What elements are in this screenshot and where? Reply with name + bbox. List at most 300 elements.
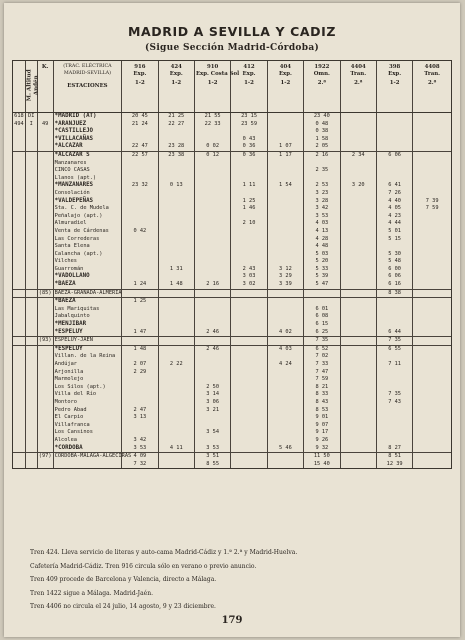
km-cell: [37, 220, 53, 228]
time-cell: [231, 167, 267, 175]
time-cell: [267, 121, 303, 129]
time-cell: 2 47: [122, 407, 158, 415]
time-cell: 3 39: [267, 281, 303, 289]
station-name: Marmolejo: [53, 376, 122, 384]
time-cell: [340, 306, 376, 314]
time-cell: 7 39: [413, 198, 452, 206]
time-cell: 4 09: [122, 453, 158, 461]
table-row: [13, 376, 452, 384]
time-cell: 6 15: [304, 321, 340, 329]
time-cell: 21 24: [122, 121, 158, 129]
time-cell: [376, 376, 412, 384]
platform-cell: [25, 376, 37, 384]
time-cell: 7 59: [413, 205, 452, 213]
table-row: [13, 313, 452, 321]
station-name: Manzanares: [53, 160, 122, 168]
time-cell: [340, 213, 376, 221]
time-cell: [231, 369, 267, 377]
time-cell: 6 08: [304, 313, 340, 321]
time-cell: [340, 243, 376, 251]
time-cell: [231, 461, 267, 469]
station-name: *ESPELUY: [53, 329, 122, 337]
platform-cell: [25, 213, 37, 221]
train-header: 4404 Tran. 2.ª: [340, 61, 376, 113]
altitude-cell: [13, 313, 26, 321]
km-cell: [37, 281, 53, 289]
platform-cell: [25, 175, 37, 183]
station-name: Andújar: [53, 361, 122, 369]
time-cell: [231, 128, 267, 136]
km-cell: [37, 175, 53, 183]
table-row: [13, 361, 452, 369]
table-row: [13, 128, 452, 136]
altitude-cell: [13, 243, 26, 251]
time-cell: [122, 306, 158, 314]
time-cell: [158, 258, 194, 266]
altitude-cell: [13, 151, 26, 159]
time-cell: 3 54: [194, 429, 230, 437]
time-cell: [122, 384, 158, 392]
km-cell: [37, 306, 53, 314]
km-cell: [37, 345, 53, 353]
altitude-cell: [13, 461, 26, 469]
time-cell: [194, 369, 230, 377]
time-cell: [122, 136, 158, 144]
time-cell: [122, 313, 158, 321]
time-cell: [267, 369, 303, 377]
time-cell: 22 47: [122, 143, 158, 151]
km-cell: 49: [37, 121, 53, 129]
time-cell: [194, 313, 230, 321]
platform-cell: [25, 437, 37, 445]
time-cell: 4 05: [376, 205, 412, 213]
time-cell: [340, 384, 376, 392]
time-cell: [194, 175, 230, 183]
time-cell: 1 25: [122, 298, 158, 306]
platform-cell: [25, 190, 37, 198]
time-cell: [376, 175, 412, 183]
time-cell: 6 55: [376, 345, 412, 353]
time-cell: [122, 213, 158, 221]
table-row: [13, 337, 452, 346]
time-cell: [413, 136, 452, 144]
platform-cell: [25, 243, 37, 251]
time-cell: [158, 160, 194, 168]
time-cell: 22 27: [158, 121, 194, 129]
time-cell: [340, 337, 376, 346]
time-cell: [158, 321, 194, 329]
platform-cell: [25, 198, 37, 206]
altitude-cell: [13, 298, 26, 306]
station-name: Guarromán: [53, 266, 122, 274]
time-cell: [413, 128, 452, 136]
time-cell: 3 21: [194, 407, 230, 415]
time-cell: 4 03: [267, 345, 303, 353]
time-cell: [376, 298, 412, 306]
altitude-cell: [13, 128, 26, 136]
time-cell: 5 30: [376, 251, 412, 259]
time-cell: 1 46: [231, 205, 267, 213]
time-cell: [340, 160, 376, 168]
time-cell: 7 35: [376, 337, 412, 346]
time-cell: [158, 251, 194, 259]
table-row: [13, 228, 452, 236]
station-name: Montoro: [53, 399, 122, 407]
time-cell: 2 46: [194, 329, 230, 337]
time-cell: [122, 258, 158, 266]
station-name: Villafranca: [53, 422, 122, 430]
time-cell: 5 47: [304, 281, 340, 289]
time-cell: 4 03: [304, 220, 340, 228]
table-row: [13, 453, 452, 461]
station-name: CINCO CASAS: [53, 167, 122, 175]
table-row: [13, 160, 452, 168]
time-cell: [122, 399, 158, 407]
time-cell: 0 02: [194, 143, 230, 151]
time-cell: [267, 306, 303, 314]
time-cell: 7 26: [376, 190, 412, 198]
time-cell: 3 23: [304, 190, 340, 198]
platform-cell: [25, 313, 37, 321]
station-name: *ALCAZAR: [53, 143, 122, 151]
time-cell: [413, 376, 452, 384]
station-name: *VILLACAÑAS: [53, 136, 122, 144]
time-cell: [231, 190, 267, 198]
page-number: 179: [221, 615, 243, 626]
time-cell: [340, 113, 376, 121]
train-header: 404 Exp. 1-2: [267, 61, 303, 113]
station-name: Las Correderas: [53, 236, 122, 244]
time-cell: [376, 121, 412, 129]
time-cell: [231, 361, 267, 369]
platform-header: Andén: [25, 61, 37, 113]
time-cell: [231, 321, 267, 329]
time-cell: [267, 414, 303, 422]
time-cell: 15 40: [304, 461, 340, 469]
km-cell: [37, 167, 53, 175]
time-cell: [413, 361, 452, 369]
table-row: [13, 121, 452, 129]
time-cell: [340, 445, 376, 453]
time-cell: [340, 281, 376, 289]
altitude-cell: [13, 407, 26, 415]
platform-cell: [25, 273, 37, 281]
altitude-cell: [13, 258, 26, 266]
time-cell: [158, 167, 194, 175]
time-cell: 3 28: [304, 198, 340, 206]
time-cell: [158, 453, 194, 461]
altitude-cell: [13, 453, 26, 461]
time-cell: 23 38: [158, 151, 194, 159]
table-row: [13, 329, 452, 337]
time-cell: [194, 243, 230, 251]
time-cell: [413, 121, 452, 129]
time-cell: [267, 190, 303, 198]
time-cell: 3 51: [194, 453, 230, 461]
time-cell: [158, 353, 194, 361]
platform-cell: [25, 136, 37, 144]
time-cell: [194, 298, 230, 306]
time-cell: [194, 251, 230, 259]
altitude-cell: [13, 198, 26, 206]
station-name: [53, 461, 122, 469]
km-cell: [37, 369, 53, 377]
time-cell: [413, 453, 452, 461]
time-cell: [340, 298, 376, 306]
table-row: [13, 422, 452, 430]
time-cell: [413, 236, 452, 244]
station-name: Las Mariquitas: [53, 306, 122, 314]
platform-cell: [25, 289, 37, 298]
altitude-cell: [13, 160, 26, 168]
altitude-cell: [13, 445, 26, 453]
km-cell: [37, 313, 53, 321]
time-cell: 1 31: [158, 266, 194, 274]
time-cell: [413, 143, 452, 151]
table-row: [13, 190, 452, 198]
timetable-page: [4, 3, 460, 637]
time-cell: 6 01: [304, 306, 340, 314]
time-cell: [158, 437, 194, 445]
time-cell: [413, 182, 452, 190]
km-cell: [37, 266, 53, 274]
time-cell: [267, 213, 303, 221]
time-cell: [122, 429, 158, 437]
time-cell: [231, 329, 267, 337]
time-cell: 8 55: [194, 461, 230, 469]
time-cell: 21 55: [194, 113, 230, 121]
station-name: Almuradiel: [53, 220, 122, 228]
time-cell: [267, 228, 303, 236]
time-cell: [413, 313, 452, 321]
time-cell: 4 11: [158, 445, 194, 453]
time-cell: [340, 190, 376, 198]
time-cell: [122, 220, 158, 228]
time-cell: 6 52: [304, 345, 340, 353]
time-cell: 3 06: [194, 399, 230, 407]
time-cell: [231, 384, 267, 392]
time-cell: [194, 128, 230, 136]
time-cell: 3 53: [304, 213, 340, 221]
altitude-cell: [13, 289, 26, 298]
station-name: *MANZANARES: [53, 182, 122, 190]
time-cell: [122, 167, 158, 175]
platform-cell: [25, 306, 37, 314]
table-row: [13, 243, 452, 251]
time-cell: [122, 205, 158, 213]
table-row: [13, 399, 452, 407]
time-cell: [231, 160, 267, 168]
station-name: Vilches: [53, 258, 122, 266]
km-cell: [37, 461, 53, 469]
time-cell: [413, 281, 452, 289]
time-cell: [122, 243, 158, 251]
platform-cell: [25, 422, 37, 430]
train-header: 4408 Tran. 2.ª: [413, 61, 452, 113]
time-cell: 3 14: [194, 391, 230, 399]
station-name: *ALCAZAR S: [53, 151, 122, 159]
time-cell: 8 53: [304, 407, 340, 415]
time-cell: 5 01: [376, 228, 412, 236]
platform-cell: [25, 407, 37, 415]
time-cell: [231, 429, 267, 437]
time-cell: 7 43: [376, 399, 412, 407]
station-name: Jabalquinto: [53, 313, 122, 321]
time-cell: [158, 273, 194, 281]
platform-cell: [25, 361, 37, 369]
altitude-cell: [13, 337, 26, 346]
time-cell: [267, 429, 303, 437]
time-cell: [158, 376, 194, 384]
time-cell: [158, 369, 194, 377]
station-name: Pedro Abad: [53, 407, 122, 415]
station-name: *ESPELUY: [53, 345, 122, 353]
station-name: *BAEZA: [53, 281, 122, 289]
altitude-cell: [13, 182, 26, 190]
time-cell: 6 16: [376, 281, 412, 289]
platform-cell: [25, 345, 37, 353]
time-cell: [158, 384, 194, 392]
station-name: Los Cansinos: [53, 429, 122, 437]
altitude-cell: [13, 321, 26, 329]
time-cell: 2 16: [304, 151, 340, 159]
time-cell: [413, 289, 452, 298]
altitude-cell: [13, 281, 26, 289]
time-cell: 7 35: [376, 391, 412, 399]
time-cell: 12 39: [376, 461, 412, 469]
table-row: [13, 391, 452, 399]
time-cell: [194, 353, 230, 361]
station-name: Santa Elena: [53, 243, 122, 251]
table-row: [13, 266, 452, 274]
time-cell: [376, 384, 412, 392]
table-row: [13, 321, 452, 329]
time-cell: 0 36: [231, 151, 267, 159]
footnotes: [30, 546, 450, 614]
time-cell: [413, 273, 452, 281]
time-cell: [340, 437, 376, 445]
time-cell: 8 33: [304, 391, 340, 399]
time-cell: [267, 128, 303, 136]
time-cell: [231, 376, 267, 384]
time-cell: [413, 329, 452, 337]
time-cell: [267, 353, 303, 361]
time-cell: [340, 376, 376, 384]
time-cell: [376, 321, 412, 329]
station-name: Consolación: [53, 190, 122, 198]
time-cell: [267, 167, 303, 175]
time-cell: [231, 345, 267, 353]
time-cell: 2 10: [231, 220, 267, 228]
time-cell: [376, 143, 412, 151]
time-cell: [231, 236, 267, 244]
time-cell: [231, 453, 267, 461]
station-name: *BAEZA: [53, 298, 122, 306]
time-cell: 9 07: [304, 422, 340, 430]
km-cell: [37, 384, 53, 392]
time-cell: 1 58: [304, 136, 340, 144]
time-cell: 9 32: [304, 445, 340, 453]
km-cell: [37, 391, 53, 399]
table-row: [13, 345, 452, 353]
train-header: 424 Exp. 1-2: [158, 61, 194, 113]
table-row: [13, 113, 452, 121]
km-cell: [37, 353, 53, 361]
time-cell: [194, 213, 230, 221]
km-cell: (93): [37, 337, 53, 346]
time-cell: [158, 461, 194, 469]
time-cell: 23 28: [158, 143, 194, 151]
time-cell: [194, 228, 230, 236]
time-cell: [340, 273, 376, 281]
time-cell: 3 53: [122, 445, 158, 453]
time-cell: 5 03: [304, 251, 340, 259]
time-cell: [340, 321, 376, 329]
time-cell: 6 25: [304, 329, 340, 337]
time-cell: 3 02: [231, 281, 267, 289]
time-cell: [304, 289, 340, 298]
station-name: Sta. C. de Mudela: [53, 205, 122, 213]
altitude-cell: [13, 399, 26, 407]
time-cell: 11 50: [304, 453, 340, 461]
time-cell: [267, 298, 303, 306]
platform-cell: [25, 399, 37, 407]
time-cell: [194, 414, 230, 422]
table-row: [13, 258, 452, 266]
time-cell: 5 20: [304, 258, 340, 266]
platform-cell: [25, 266, 37, 274]
time-cell: [340, 198, 376, 206]
time-cell: [267, 258, 303, 266]
footnote: Tren 1422 sigue a Málaga. Madrid-Jaén.: [30, 589, 153, 597]
km-cell: [37, 151, 53, 159]
time-cell: [413, 175, 452, 183]
time-cell: 4 24: [267, 361, 303, 369]
time-cell: [413, 391, 452, 399]
time-cell: 1 48: [122, 345, 158, 353]
time-cell: 3 42: [122, 437, 158, 445]
km-cell: [37, 236, 53, 244]
time-cell: [194, 136, 230, 144]
altitude-cell: [13, 369, 26, 377]
time-cell: [158, 298, 194, 306]
time-cell: 2 22: [158, 361, 194, 369]
time-cell: [340, 453, 376, 461]
km-cell: [37, 298, 53, 306]
page-title: MADRID A SEVILLA Y CADIZ: [127, 24, 337, 39]
time-cell: 2 35: [304, 167, 340, 175]
time-cell: [122, 175, 158, 183]
time-cell: [340, 136, 376, 144]
timetable: [12, 60, 452, 469]
time-cell: 6 06: [376, 151, 412, 159]
time-cell: [413, 228, 452, 236]
time-cell: [194, 167, 230, 175]
time-cell: [158, 289, 194, 298]
time-cell: 7 32: [122, 461, 158, 469]
platform-cell: [25, 298, 37, 306]
platform-cell: [25, 461, 37, 469]
time-cell: [194, 236, 230, 244]
table-row: [13, 461, 452, 469]
time-cell: [122, 273, 158, 281]
train-header: 1922 Omn. 2.ª: [304, 61, 340, 113]
platform-cell: I: [25, 121, 37, 129]
time-cell: [267, 243, 303, 251]
time-cell: [340, 289, 376, 298]
time-cell: [267, 337, 303, 346]
station-name: *CASTILLEJO: [53, 128, 122, 136]
